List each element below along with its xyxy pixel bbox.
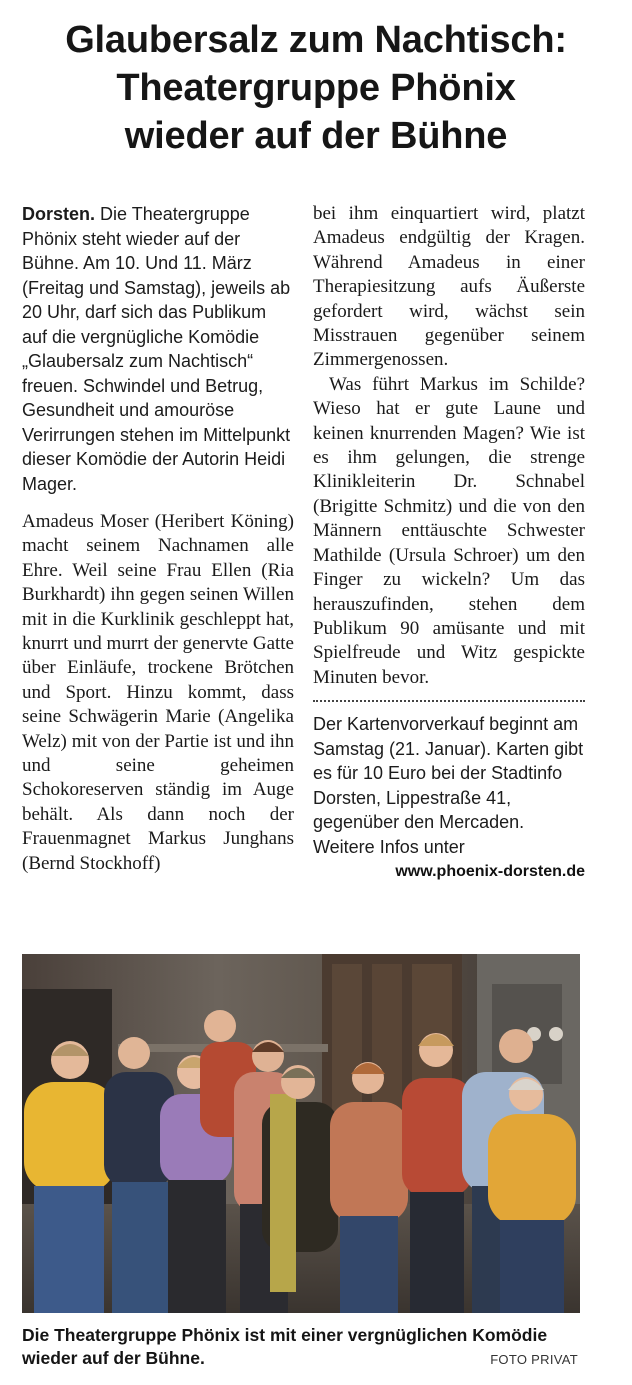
headline	[12, 16, 620, 160]
body-paragraph-2: Was führt Markus im Schilde? Wieso hat er gute Laune und keinen knurrenden Magen? Wie ist es ihm gelungen, die strenge Klinikleiterin Dr. Schnabel (Brigitte Schmitz) und die von den Männern enttäuschte Schwester Mathilde (Ursula Schroer) um den Finger zu wickeln? Um das herauszufinden, stehen dem Publikum 90 amüsante und mit Spielfreude und Witz gespickte Minuten bevor.	[313, 373, 585, 688]
article-column-right	[313, 202, 585, 881]
dotted-divider	[313, 700, 585, 702]
headline-line-1: Glaubersalz zum Nachtisch:	[65, 19, 567, 61]
photo-credit: FOTO PRIVAT	[490, 1352, 578, 1367]
photo-caption: Die Theatergruppe Phönix ist mit einer vergnüglichen Komödie wieder auf der Bühne.	[22, 1325, 548, 1368]
body-paragraph-1: Amadeus Moser (Heribert Köning) macht seinem Nachnamen alle Ehre. Weil seine Frau Ellen (Ria Burkhardt) ihn gegen seinen Willen mit in die Kurklinik geschleppt hat, knurrt und murrt der genervte Gatte über Einläufe, trockene Brötchen und Sport. Hinzu kommt, dass seine Schwägerin Marie (Angelika Welz) mit von der Partie ist und ihn und seine geheimen Schokoreserven ständig im Auge behält. Als dann noch der Frauenmagnet Markus Junghans (Bernd Stockhoff)	[22, 511, 294, 874]
group-photo	[22, 954, 580, 1313]
body-paragraph-1-continued: bei ihm einquartiert wird, platzt Amadeus endgültig der Kragen. Während Amadeus in einer Therapiesitzung aufs Äußerste gefordert wird, wächst sein Misstrauen gegenüber seinem Zimmergenossen.	[313, 203, 585, 371]
lead-text: Die Theatergruppe Phönix steht wieder auf der Bühne. Am 10. Und 11. März (Freitag und Samstag), jeweils ab 20 Uhr, darf sich das Publikum auf die vergnügliche Komödie „Glaubersalz zum Nachtisch“ freuen. Schwindel und Betrug, Gesundheit und amouröse Verirrungen stehen im Mittelpunkt dieser Komödie der Autorin Heidi Mager.	[22, 204, 291, 494]
headline-line-2: Theatergruppe Phönix	[116, 67, 516, 109]
lead-paragraph	[22, 202, 294, 496]
ticket-info: Der Kartenvorverkauf beginnt am Samstag (21. Januar). Karten gibt es für 10 Euro bei der Stadtinfo Dorsten, Lippestraße 41, gegenüber den Mercaden. Weitere Infos unter	[313, 714, 584, 857]
body-text-right	[313, 202, 585, 690]
article-column-left	[22, 202, 294, 876]
website-link[interactable]: www.phoenix-dorsten.de	[395, 863, 585, 881]
body-text-left	[22, 510, 294, 876]
group-photo-illustration	[22, 954, 580, 1313]
dateline: Dorsten.	[22, 204, 96, 224]
headline-line-3: wieder auf der Bühne	[124, 115, 508, 157]
